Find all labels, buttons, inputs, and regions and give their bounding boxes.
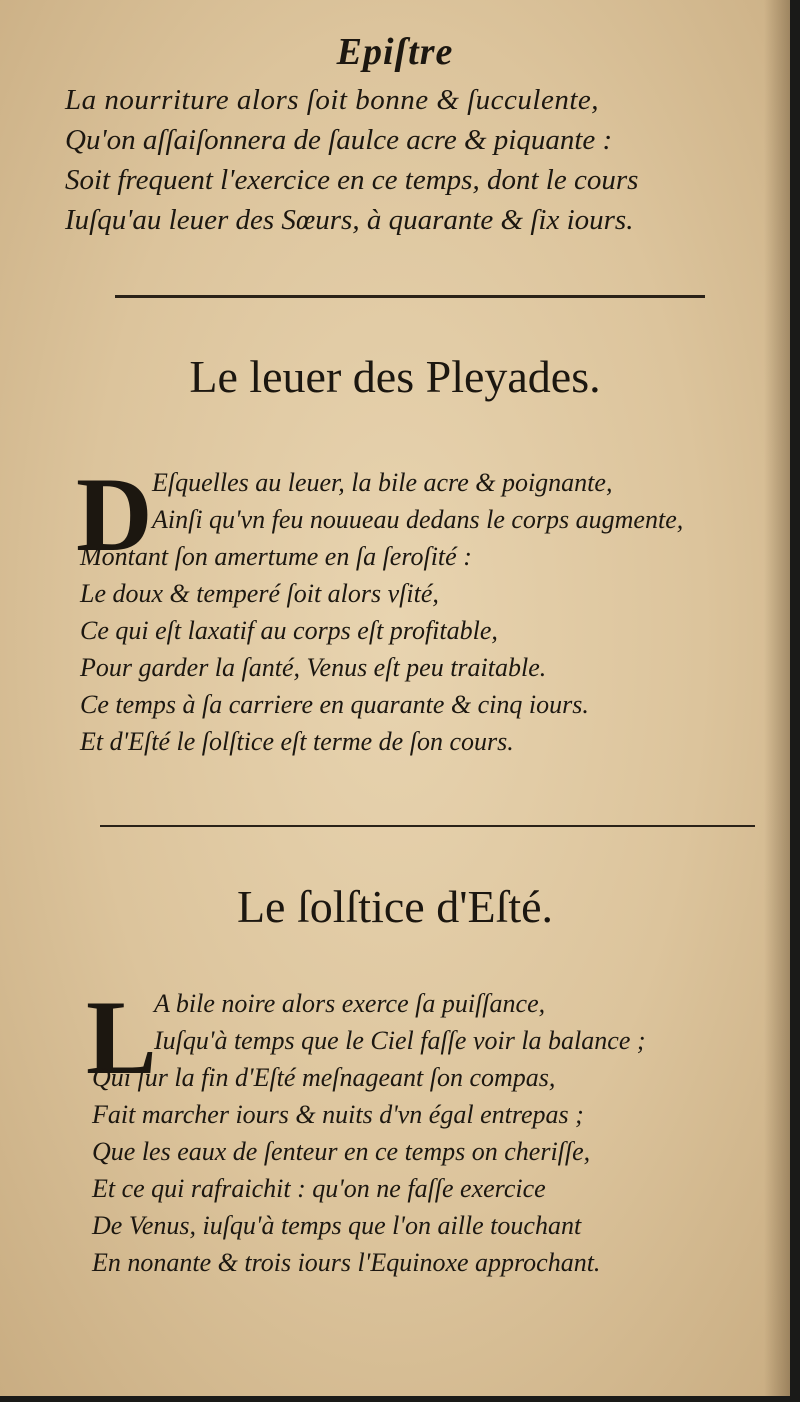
drop-cap: L — [86, 979, 157, 1096]
verse-line: Ainſi qu'vn feu nouueau dedans le corps augmente, — [152, 505, 684, 534]
section-divider — [100, 825, 755, 827]
verse-stanza-3 — [92, 985, 646, 1281]
verse-line: Montant ſon amertume en ſa ſeroſité : — [80, 542, 472, 571]
drop-cap: D — [76, 456, 153, 573]
section-heading-solstice: Le ſolſtice d'Eſté. — [236, 881, 554, 932]
verse-line: Iuſqu'à temps que le Ciel faſſe voir la balance ; — [154, 1026, 646, 1055]
running-head: Epiſtre — [336, 31, 454, 73]
verse-line: Pour garder la ſanté, Venus eſt peu traitable. — [80, 653, 547, 682]
verse-line: Iuſqu'au leuer des Sœurs, à quarante & ſix iours. — [65, 204, 634, 236]
verse-line: Qui ſur la fin d'Eſté meſnageant ſon compas, — [92, 1063, 556, 1092]
verse-line: En nonante & trois iours l'Equinoxe approchant. — [92, 1248, 601, 1277]
verse-line: Et d'Eſté le ſolſtice eſt terme de ſon cours. — [80, 727, 514, 756]
verse-line: Ce temps à ſa carriere en quarante & cinq iours. — [80, 690, 589, 719]
verse-line: Ce qui eſt laxatif au corps eſt profitable, — [80, 616, 498, 645]
verse-line: A bile noire alors exerce ſa puiſſance, — [154, 989, 546, 1018]
verse-stanza-1 — [65, 80, 638, 240]
verse-line: Le doux & temperé ſoit alors vſité, — [80, 579, 439, 608]
verse-line: Qu'on aſſaiſonnera de ſaulce acre & piquante : — [65, 124, 613, 156]
verse-line: De Venus, iuſqu'à temps que l'on aille touchant — [92, 1211, 582, 1240]
verse-line: Et ce qui rafraichit : qu'on ne faſſe exercice — [92, 1174, 546, 1203]
verse-line: Fait marcher iours & nuits d'vn égal entrepas ; — [92, 1100, 584, 1129]
section-heading-pleyades: Le leuer des Pleyades. — [189, 351, 601, 402]
verse-line: Que les eaux de ſenteur en ce temps on cheriſſe, — [92, 1137, 591, 1166]
verse-line: Soit frequent l'exercice en ce temps, dont le cours — [65, 164, 639, 196]
verse-stanza-2 — [80, 464, 683, 760]
verse-line: La nourriture alors ſoit bonne & ſucculente, — [65, 84, 600, 116]
section-divider — [115, 295, 705, 298]
verse-line: Eſquelles au leuer, la bile acre & poignante, — [152, 468, 613, 497]
